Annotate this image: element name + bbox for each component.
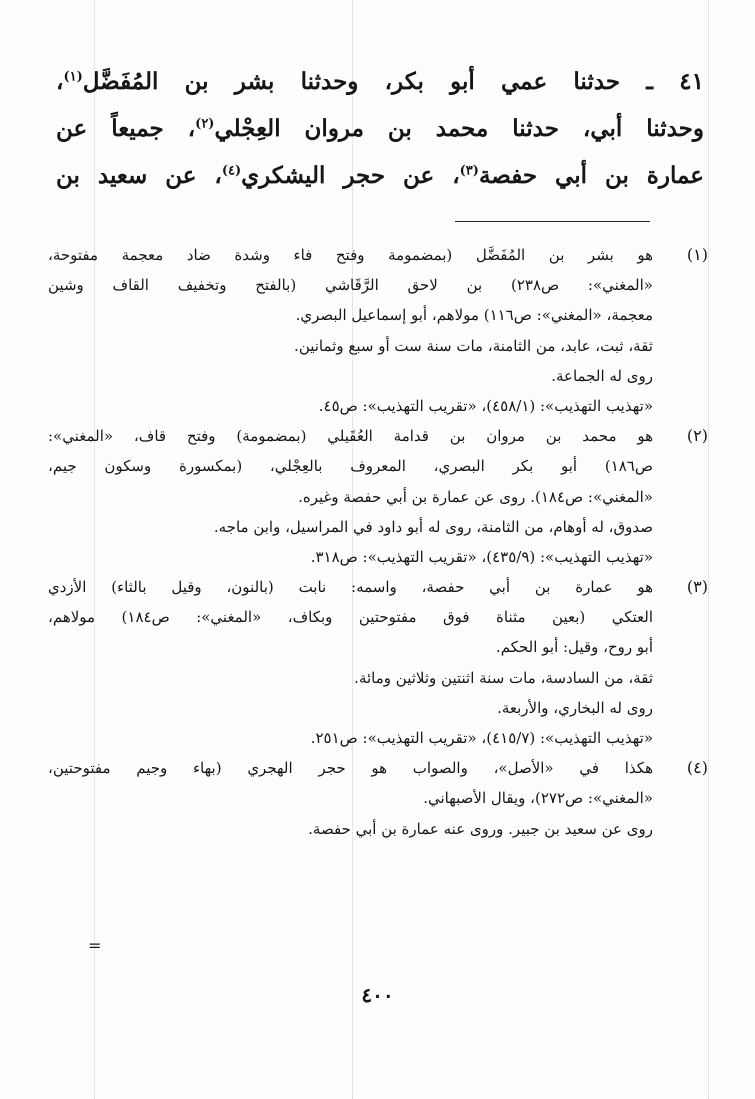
footnote-line: هو بشر بن المُفَضَّل (بمضمومة وفتح فاء وشدة ضاد معجمة مفتوحة، <box>48 246 653 264</box>
main-text-line: وحدثنا أبي، حدثنا محمد بن مروان العِجْلي$^{(٢)}$، جميعاً عن <box>56 115 704 142</box>
footnote-line: روى عن سعيد بن جبير. وروى عنه عمارة بن أبي حفصة. <box>308 819 653 838</box>
footnote-number: (١) <box>686 245 708 264</box>
continuation-mark: = <box>88 936 102 955</box>
footnote-2 <box>48 421 708 572</box>
main-text-line: ٤١ ـ حدثنا عمي أبو بكر، وحدثنا بشر بن المُفَضَّل$^{(١)}$، <box>56 68 704 95</box>
scan-dotted-line <box>708 0 709 1099</box>
footnote-line: روى له الجماعة. <box>551 366 653 385</box>
footnote-line: «المغني»: ص٢٣٨) بن لاحق الرَّقَاشي (بالفتح وتخفيف القاف وشين <box>48 276 653 295</box>
footnote-line: «تهذيب التهذيب»: (٤٣٥/٩)، «تقريب التهذيب»: ص٣١٨. <box>310 547 653 566</box>
footnote-line: صدوق، له أوهام، من الثامنة، روى له أبو داود في المراسيل، وابن ماجه. <box>213 517 653 536</box>
footnote-line: ثقة، من السادسة، مات سنة اثنتين وثلاثين ومائة. <box>354 668 653 687</box>
footnote-line: ثقة، ثبت، عابد، من الثامنة، مات سنة ست أو سبع وثمانين. <box>294 336 653 355</box>
main-text-line: عمارة بن أبي حفصة$^{(٣)}$، عن حجر اليشكري$^{(٤)}$، عن سعيد بن <box>56 162 704 189</box>
footnote-separator <box>455 221 650 222</box>
footnote-line: العتكي (بعين مثناة فوق مفتوحتين وبكاف، «المغني»: ص١٨٤) مولاهم، <box>48 608 653 627</box>
footnote-number: (٢) <box>686 426 708 446</box>
footnote-number: (٤) <box>686 758 708 778</box>
footnote-line: «المغني»: ص١٨٤). روى عن عمارة بن أبي حفصة وغيره. <box>298 487 653 506</box>
footnote-line: «تهذيب التهذيب»: (٤٥٨/١)، «تقريب التهذيب»: ص٤٥. <box>318 396 653 415</box>
main-text <box>56 58 704 199</box>
footnote-line: ص١٨٦) أبو بكر البصري، المعروف بالعِجْلي، (بمكسورة وسكون جيم، <box>48 457 653 476</box>
footnote-line: هو محمد بن مروان بن قدامة العُقَيلي (بمضمومة) وفتح قاف، «المغني»: <box>48 427 653 446</box>
footnote-line: معجمة، «المغني»: ص١١٦) مولاهم، أبو إسماعيل البصري. <box>295 306 653 325</box>
footnote-line: «تهذيب التهذيب»: (٤١٥/٧)، «تقريب التهذيب»: ص٢٥١. <box>310 729 653 747</box>
footnotes <box>48 240 708 844</box>
footnote-1 <box>48 240 708 421</box>
footnote-4 <box>48 753 708 844</box>
page-number: ٤٠٠ <box>361 983 394 1007</box>
footnote-3 <box>48 572 708 753</box>
footnote-line: هو عمارة بن أبي حفصة، واسمه: نابت (بالنون، وقيل بالثاء) الأزدي <box>48 578 653 597</box>
footnote-line: روى له البخاري، والأربعة. <box>497 698 653 717</box>
footnote-line: هكذا في «الأصل»، والصواب هو حجر الهجري (بهاء وجيم مفتوحتين، <box>48 759 653 778</box>
footnote-line: أبو روح، وقيل: أبو الحكم. <box>495 638 653 657</box>
footnote-line: «المغني»: ص٢٧٢)، ويقال الأصبهاني. <box>423 789 653 808</box>
footnote-number: (٣) <box>686 577 708 597</box>
